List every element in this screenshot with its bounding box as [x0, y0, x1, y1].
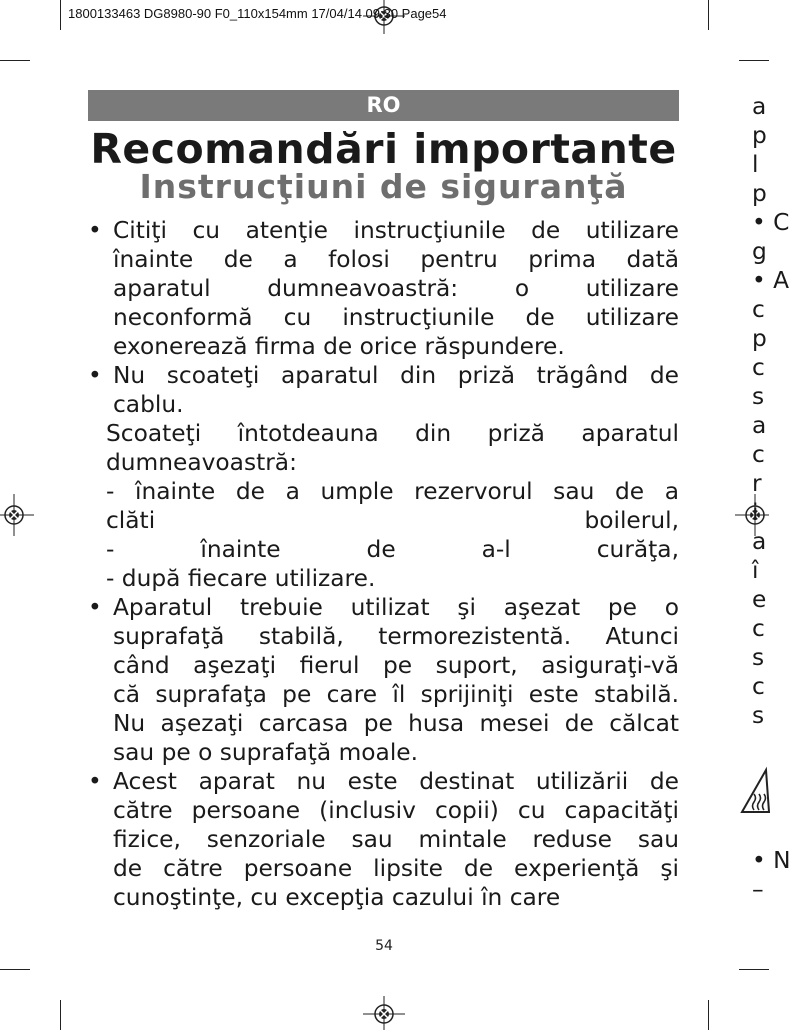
crop-mark	[739, 60, 769, 61]
text-line: dumneavoastră:	[106, 449, 297, 476]
page-number: 54	[375, 938, 393, 954]
fragment-line	[752, 817, 792, 846]
page-title: Recomandări importante	[90, 125, 677, 173]
page-subtitle: Instrucţiuni de siguranţă	[139, 167, 628, 206]
crop-mark	[0, 60, 30, 61]
crop-mark	[708, 1000, 709, 1030]
fragment-line: • A	[752, 267, 790, 294]
text-line: aparatul dumneavoastră: o utilizare	[113, 275, 679, 302]
crop-mark	[708, 0, 709, 30]
fragment-line: e	[752, 586, 767, 613]
fragment-line: s	[752, 383, 765, 410]
crop-mark	[60, 0, 61, 30]
registration-mark-icon	[0, 494, 34, 536]
fragment-line: s	[752, 702, 765, 729]
instructions-body	[88, 216, 679, 912]
text-line: către persoane (inclusiv copii) cu capacităţi	[113, 797, 679, 824]
fragment-line	[752, 730, 792, 759]
instruction-paragraph	[88, 767, 679, 912]
text-line: neconformă cu instrucţiunile de utilizare	[113, 304, 679, 331]
crop-mark	[60, 1000, 61, 1030]
hot-surface-warning-icon	[740, 768, 769, 816]
fragment-line: a	[752, 93, 767, 120]
text-line: Acest aparat nu este destinat utilizării de	[113, 768, 679, 795]
fragment-line: c	[752, 354, 765, 381]
fragment-line: p	[752, 180, 767, 207]
text-line: când aşezaţi fierul pe suport, asiguraţi-vă	[113, 652, 679, 679]
fragment-line: • C	[752, 209, 790, 236]
registration-mark-icon	[363, 996, 405, 1030]
fragment-line: r	[752, 470, 762, 497]
fragment-line: s	[752, 644, 765, 671]
text-line: Citiţi cu atenţie instrucţiunile de utilizare	[113, 217, 679, 244]
language-band: RO	[88, 90, 679, 121]
fragment-line: a	[752, 528, 767, 555]
text-line: exonerează firma de orice răspundere.	[113, 333, 565, 360]
text-line: fizice, senzoriale sau mintale reduse sau	[113, 826, 679, 853]
bullet-icon: •	[88, 768, 102, 795]
bullet-icon: •	[88, 594, 102, 621]
print-slug: 1800133463 DG8980-90 F0_110x154mm 17/04/14 09:30 Page54	[68, 6, 447, 21]
fragment-line: c	[752, 296, 765, 323]
bullet-icon: •	[88, 217, 102, 244]
fragment-line: p	[752, 122, 767, 149]
fragment-line: –	[752, 876, 764, 903]
fragment-line: c	[752, 615, 765, 642]
instruction-paragraph	[88, 419, 679, 593]
text-line: Nu scoateţi aparatul din priză trăgând de	[113, 362, 679, 389]
fragment-line: l	[752, 151, 759, 178]
text-line: - după fiecare utilizare.	[106, 565, 376, 592]
crop-mark	[739, 969, 769, 970]
fragment-line: g	[752, 238, 767, 265]
text-line: cablu.	[113, 391, 184, 418]
text-line: suprafaţă stabilă, termorezistentă. Atunci	[113, 623, 679, 650]
fragment-line: • N	[752, 847, 791, 874]
crop-mark	[0, 969, 30, 970]
text-line: - înainte de a umple rezervorul sau de a	[106, 478, 679, 505]
text-line: de către persoane lipsite de experienţă şi	[113, 855, 679, 882]
fragment-line: î	[752, 557, 759, 584]
text-line: Aparatul trebuie utilizat şi aşezat pe o	[113, 594, 679, 621]
fragment-line: a	[752, 412, 767, 439]
text-line: înainte de a folosi pentru prima dată	[113, 246, 679, 273]
text-line: clăti boilerul,	[106, 507, 679, 534]
instruction-paragraph	[88, 361, 679, 419]
text-line: - înainte de a-l curăţa,	[106, 536, 679, 563]
fragment-line: c	[752, 441, 765, 468]
text-line: Nu aşezaţi carcasa pe husa mesei de călcat	[113, 710, 679, 737]
text-line: sau pe o suprafaţă moale.	[113, 739, 419, 766]
text-line: cunoştinţe, cu excepţia cazului în care	[113, 884, 561, 911]
fragment-line: c	[752, 673, 765, 700]
instruction-paragraph	[88, 593, 679, 767]
bullet-icon: •	[88, 362, 102, 389]
instruction-paragraph	[88, 216, 679, 361]
text-line: că suprafaţa pe care îl sprijiniţi este stabilă.	[113, 681, 679, 708]
text-line: Scoateţi întotdeauna din priză aparatul	[106, 420, 679, 447]
fragment-line: i	[752, 499, 759, 526]
fragment-line: p	[752, 325, 767, 352]
